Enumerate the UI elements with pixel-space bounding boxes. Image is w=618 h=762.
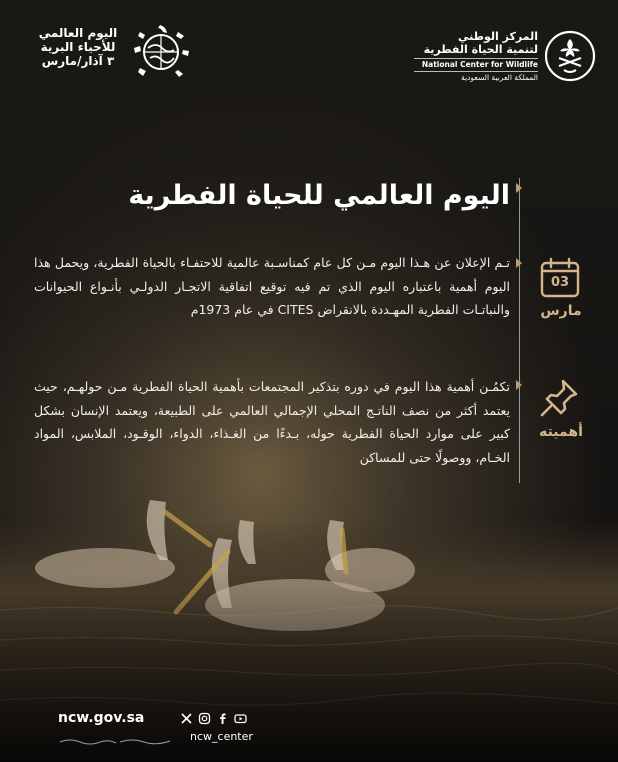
paragraph-announcement: تـم الإعلان عن هـذا اليوم مـن كل عام كمناسـبة عالمية للاحتفـاء بالحياة الفطرية، ويحمل هذا اليوم أهمية باعتباره اليوم الذي تم فيه توقيع اتفاقية الاتجـار الدولـي بأنـواع الحيوانات والنباتـات الفطرية المهـددة بالانقراض CITES في عام 1973م (34, 255, 510, 317)
event-date: ٣ آذار/مارس (41, 54, 115, 68)
timeline-line (519, 178, 520, 483)
timeline-marker (516, 258, 522, 268)
timeline-marker (516, 183, 522, 193)
event-text (30, 26, 126, 68)
timeline-marker (516, 380, 522, 390)
ncw-text (414, 30, 538, 83)
paragraph-importance: تكمُـن أهمية هذا اليوم في دوره بتذكير المجتمعات بأهمية الحياة الفطرية مـن حولهـم، حيث يعتمد أكثر من نصف الناتـج المحلي الإجمالي العالمي على الطبيعة، ويعتمد الإنسان بشكل كبير على موارد الحياة الفطرية حوله، بـدءًا من الغـذاء، الدواء، الوقـود، الملابس، المواد الخـام، ووصولًا حتى للمساكن (34, 379, 510, 465)
org-name-ar-1: المركز الوطني (458, 30, 538, 43)
social-icons (180, 712, 247, 726)
footer (42, 710, 282, 752)
event-line-1: اليوم العالمي (38, 26, 118, 40)
event-line-2: للأحياء البرية (40, 40, 116, 54)
org-name-en: National Center for Wildlife (414, 58, 538, 72)
x-icon[interactable] (180, 712, 193, 725)
world-wildlife-day-logo (30, 20, 190, 82)
importance-label: أهميته (539, 424, 583, 440)
page-title: اليوم العالمي للحياة الفطرية (128, 180, 510, 211)
ncw-emblem-icon (544, 30, 596, 82)
facebook-icon[interactable] (216, 712, 229, 725)
ministry-signature-mark (58, 736, 174, 746)
instagram-icon[interactable] (198, 712, 211, 725)
org-name-ar-2: لتنمية الحياة الفطرية (423, 43, 538, 56)
youtube-icon[interactable] (234, 712, 247, 725)
globe-animals-icon (130, 20, 192, 82)
date-month: مارس (540, 303, 582, 319)
org-country: المملكة العربية السعودية (461, 73, 538, 82)
ncw-logo (416, 26, 596, 88)
date-number: 03 (550, 275, 570, 290)
pin-icon (537, 376, 581, 420)
website-link[interactable]: ncw.gov.sa (58, 710, 145, 726)
social-handle[interactable]: ncw_center (190, 730, 253, 743)
